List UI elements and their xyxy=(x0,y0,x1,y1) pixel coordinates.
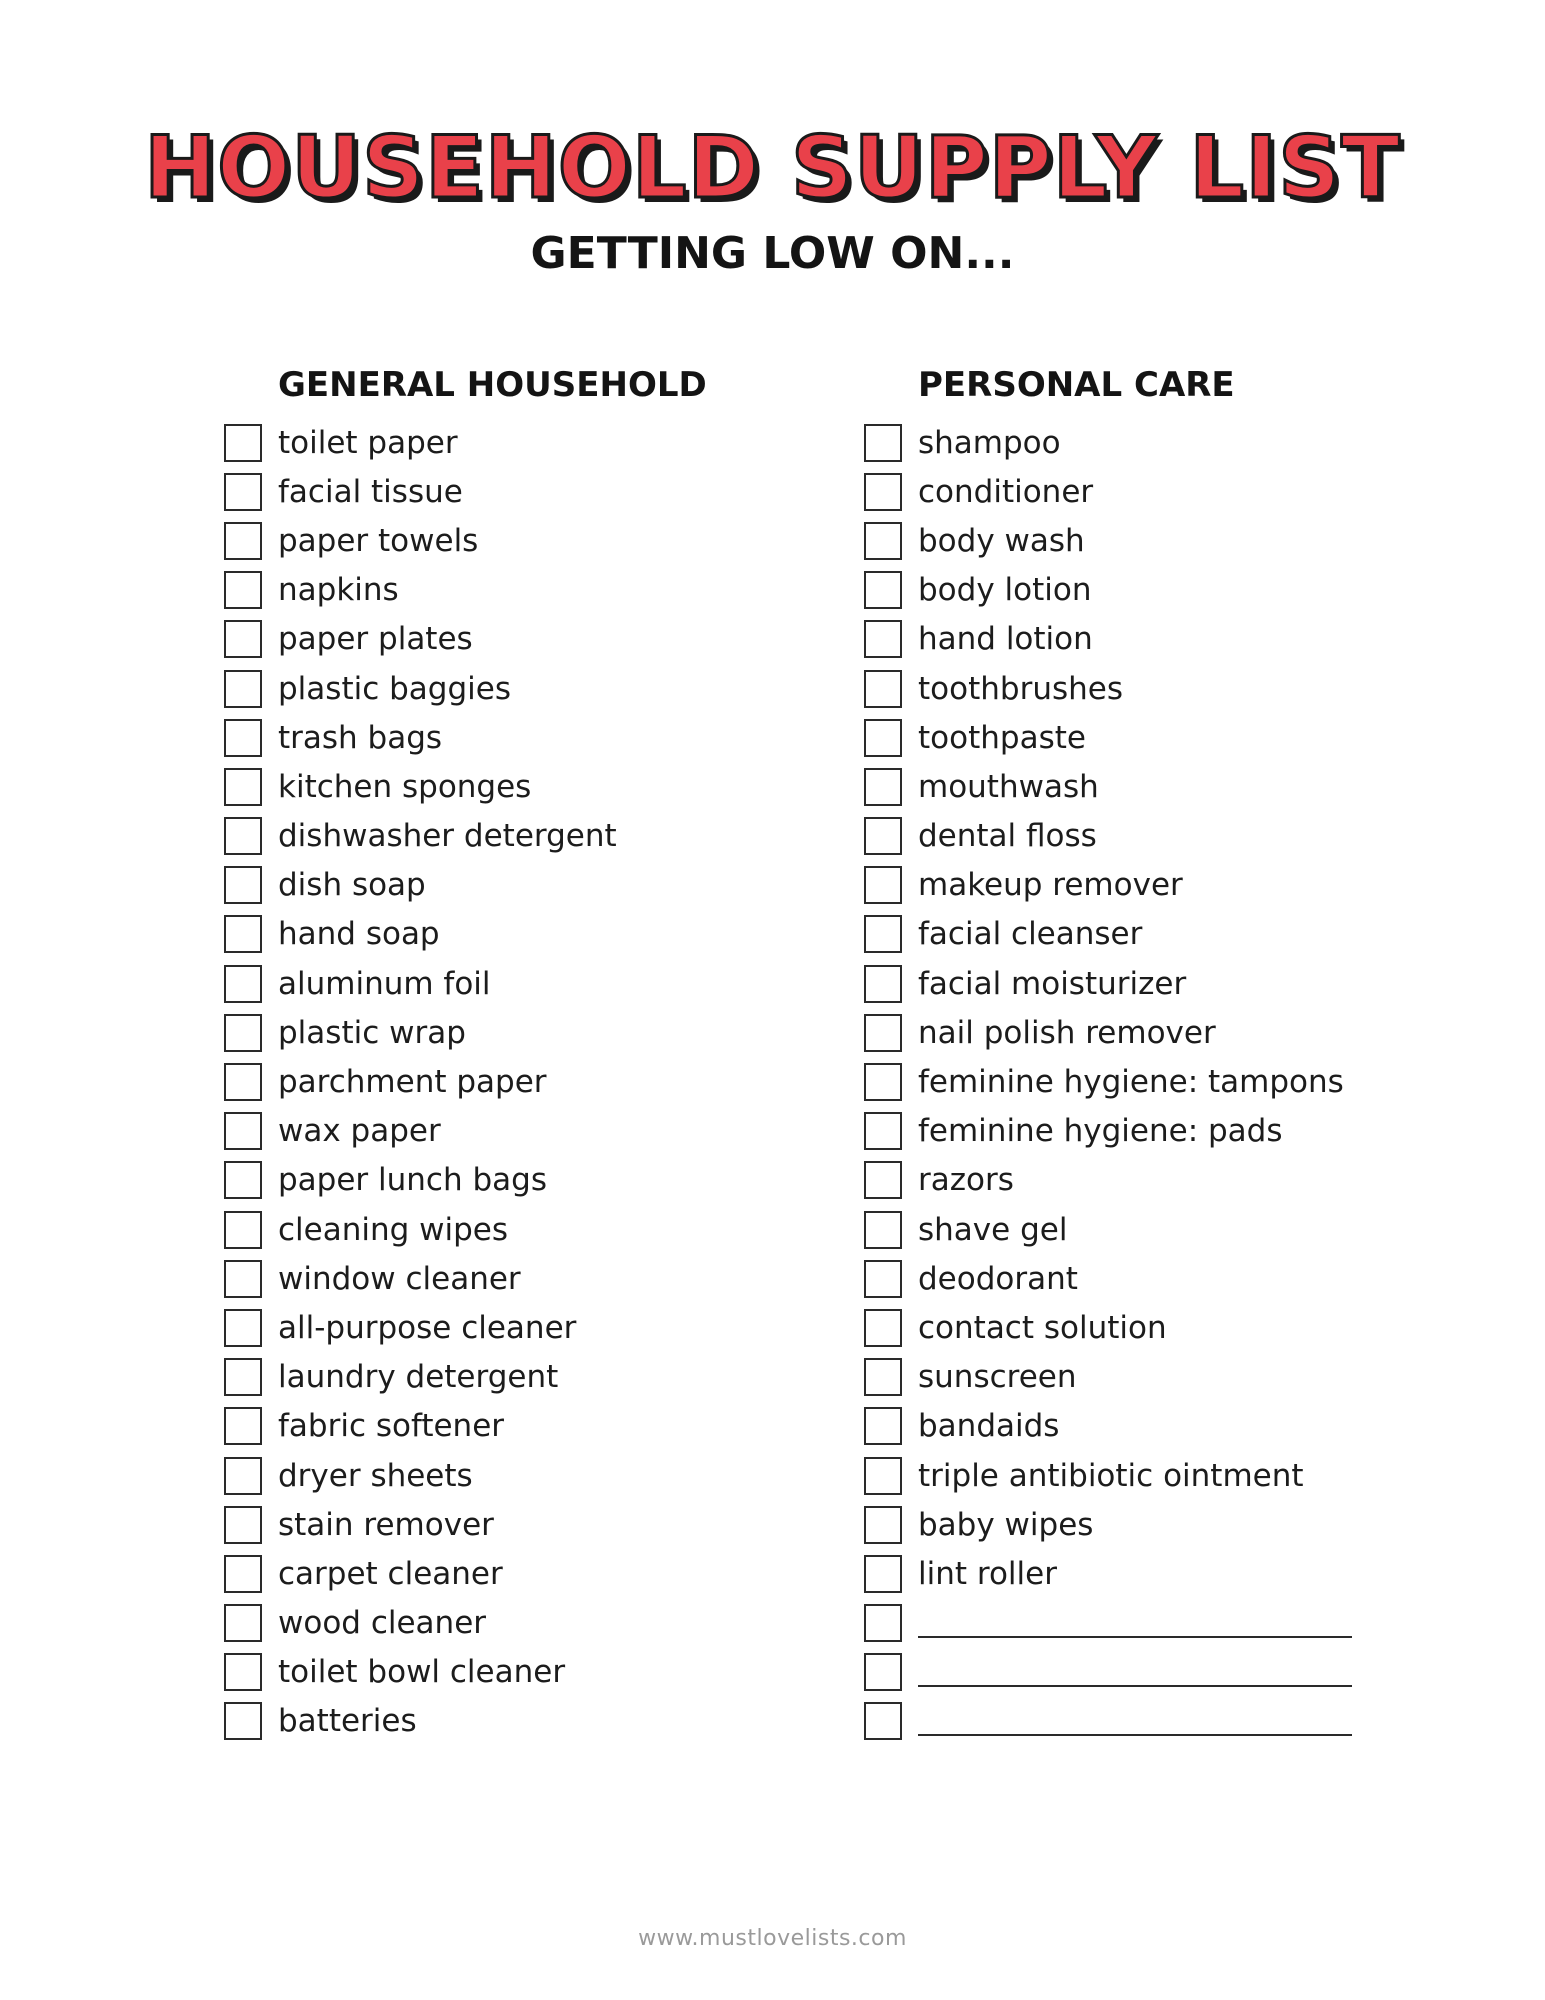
item-label: conditioner xyxy=(918,473,1094,510)
checkbox[interactable] xyxy=(864,1604,902,1642)
item-label: batteries xyxy=(278,1703,417,1740)
checkbox[interactable] xyxy=(224,424,262,462)
list-item xyxy=(224,467,784,516)
checkbox[interactable] xyxy=(224,522,262,560)
page-subtitle: GETTING LOW ON... xyxy=(530,228,1015,279)
checkbox[interactable] xyxy=(224,965,262,1003)
item-label: facial moisturizer xyxy=(918,965,1187,1002)
item-label: contact solution xyxy=(918,1309,1167,1346)
checkbox[interactable] xyxy=(224,1112,262,1150)
item-label: paper lunch bags xyxy=(278,1162,547,1199)
list-item xyxy=(224,418,784,467)
list-item xyxy=(224,1008,784,1057)
checkbox[interactable] xyxy=(864,719,902,757)
list-item xyxy=(224,615,784,664)
item-label: all-purpose cleaner xyxy=(278,1309,577,1346)
list-item xyxy=(224,910,784,959)
checkbox[interactable] xyxy=(864,965,902,1003)
checkbox[interactable] xyxy=(224,473,262,511)
checkbox[interactable] xyxy=(864,670,902,708)
item-label: bandaids xyxy=(918,1408,1060,1445)
item-label: plastic baggies xyxy=(278,670,511,707)
checkbox[interactable] xyxy=(224,670,262,708)
list-item xyxy=(224,1451,784,1500)
list-item xyxy=(224,959,784,1008)
list-item xyxy=(224,1353,784,1402)
item-label: laundry detergent xyxy=(278,1359,559,1396)
item-label: facial tissue xyxy=(278,473,463,510)
list-item xyxy=(224,861,784,910)
list-item xyxy=(224,1599,784,1648)
item-label: shampoo xyxy=(918,424,1061,461)
item-label: feminine hygiene: tampons xyxy=(918,1064,1344,1101)
list-item xyxy=(224,1057,784,1106)
item-label: lint roller xyxy=(918,1555,1057,1592)
item-label: shave gel xyxy=(918,1211,1068,1248)
list-item xyxy=(864,467,1384,516)
general-household-list xyxy=(224,418,784,1746)
item-label: plastic wrap xyxy=(278,1014,466,1051)
item-label: facial cleanser xyxy=(918,916,1143,953)
checkbox[interactable] xyxy=(224,1506,262,1544)
write-in-line[interactable] xyxy=(918,1608,1352,1638)
list-item xyxy=(864,762,1384,811)
list-item xyxy=(864,1008,1384,1057)
checkbox[interactable] xyxy=(224,866,262,904)
checkbox[interactable] xyxy=(224,768,262,806)
checkbox[interactable] xyxy=(864,1506,902,1544)
list-item xyxy=(224,1303,784,1352)
checkbox[interactable] xyxy=(224,1358,262,1396)
checkbox[interactable] xyxy=(864,522,902,560)
list-item xyxy=(864,664,1384,713)
list-item xyxy=(224,1205,784,1254)
checkbox[interactable] xyxy=(864,473,902,511)
checkbox[interactable] xyxy=(864,424,902,462)
checkbox[interactable] xyxy=(224,1161,262,1199)
blank-list-item xyxy=(864,1599,1384,1648)
checkbox[interactable] xyxy=(864,817,902,855)
checkbox[interactable] xyxy=(864,915,902,953)
item-label: dryer sheets xyxy=(278,1457,473,1494)
list-item xyxy=(224,664,784,713)
list-item xyxy=(864,1205,1384,1254)
item-label: toothpaste xyxy=(918,719,1086,756)
list-item xyxy=(864,1254,1384,1303)
list-item xyxy=(224,1648,784,1697)
list-item xyxy=(224,812,784,861)
item-label: wood cleaner xyxy=(278,1605,487,1642)
item-label: body wash xyxy=(918,522,1085,559)
list-item xyxy=(224,1549,784,1598)
checkbox[interactable] xyxy=(864,1014,902,1052)
checkbox[interactable] xyxy=(864,620,902,658)
checkbox[interactable] xyxy=(224,1457,262,1495)
checkbox[interactable] xyxy=(864,1407,902,1445)
checkbox[interactable] xyxy=(224,1211,262,1249)
item-label: carpet cleaner xyxy=(278,1555,503,1592)
list-item xyxy=(864,516,1384,565)
checkbox[interactable] xyxy=(864,1112,902,1150)
list-item xyxy=(224,566,784,615)
checkbox[interactable] xyxy=(224,1260,262,1298)
item-label: napkins xyxy=(278,572,399,609)
checkbox[interactable] xyxy=(224,719,262,757)
item-label: sunscreen xyxy=(918,1359,1077,1396)
checkbox[interactable] xyxy=(224,1555,262,1593)
personal-care-heading: PERSONAL CARE xyxy=(918,365,1235,405)
list-item xyxy=(864,1402,1384,1451)
checkbox[interactable] xyxy=(224,571,262,609)
list-item xyxy=(864,1500,1384,1549)
write-in-line[interactable] xyxy=(918,1657,1352,1687)
item-label: baby wipes xyxy=(918,1506,1094,1543)
list-item xyxy=(224,713,784,762)
list-item xyxy=(864,1156,1384,1205)
list-item xyxy=(864,1303,1384,1352)
general-household-column xyxy=(224,360,784,1746)
checkbox[interactable] xyxy=(864,1555,902,1593)
blank-list-item xyxy=(864,1697,1384,1746)
item-label: kitchen sponges xyxy=(278,768,532,805)
item-label: parchment paper xyxy=(278,1064,547,1101)
checkbox[interactable] xyxy=(224,915,262,953)
list-item xyxy=(224,1254,784,1303)
item-label: makeup remover xyxy=(918,867,1183,904)
item-label: paper towels xyxy=(278,522,479,559)
list-item xyxy=(864,1451,1384,1500)
checkbox[interactable] xyxy=(864,1358,902,1396)
list-item xyxy=(864,615,1384,664)
list-item xyxy=(864,713,1384,762)
item-label: aluminum foil xyxy=(278,965,491,1002)
item-label: dental floss xyxy=(918,818,1097,855)
list-item xyxy=(864,418,1384,467)
checkbox[interactable] xyxy=(224,1702,262,1740)
list-item xyxy=(864,1057,1384,1106)
item-label: dishwasher detergent xyxy=(278,818,617,855)
checkbox[interactable] xyxy=(864,571,902,609)
item-label: trash bags xyxy=(278,719,443,756)
item-label: feminine hygiene: pads xyxy=(918,1113,1283,1150)
list-item xyxy=(224,1697,784,1746)
item-label: hand soap xyxy=(278,916,440,953)
item-label: fabric softener xyxy=(278,1408,505,1445)
item-label: dish soap xyxy=(278,867,426,904)
checkbox[interactable] xyxy=(224,817,262,855)
checkbox[interactable] xyxy=(864,866,902,904)
blank-list-item xyxy=(864,1648,1384,1697)
list-item xyxy=(864,566,1384,615)
checkbox[interactable] xyxy=(864,1309,902,1347)
checkbox[interactable] xyxy=(864,1161,902,1199)
checkbox[interactable] xyxy=(864,1211,902,1249)
list-item xyxy=(224,1107,784,1156)
checkbox[interactable] xyxy=(864,1063,902,1101)
list-item xyxy=(224,1500,784,1549)
write-in-line[interactable] xyxy=(918,1706,1352,1736)
list-item xyxy=(224,1156,784,1205)
item-label: stain remover xyxy=(278,1506,494,1543)
item-label: mouthwash xyxy=(918,768,1099,805)
list-item xyxy=(864,1549,1384,1598)
list-item xyxy=(864,861,1384,910)
list-item xyxy=(864,1107,1384,1156)
checkbox[interactable] xyxy=(224,1653,262,1691)
checkbox[interactable] xyxy=(224,1604,262,1642)
list-item xyxy=(864,910,1384,959)
checkbox[interactable] xyxy=(224,1309,262,1347)
checkbox[interactable] xyxy=(224,1063,262,1101)
item-label: cleaning wipes xyxy=(278,1211,509,1248)
checkbox[interactable] xyxy=(864,1260,902,1298)
list-item xyxy=(864,959,1384,1008)
personal-care-column xyxy=(864,360,1384,1746)
item-label: razors xyxy=(918,1162,1014,1199)
checkbox[interactable] xyxy=(864,1702,902,1740)
list-item xyxy=(864,1353,1384,1402)
list-item xyxy=(224,762,784,811)
checkbox[interactable] xyxy=(864,768,902,806)
item-label: toothbrushes xyxy=(918,670,1123,707)
general-household-heading: GENERAL HOUSEHOLD xyxy=(278,365,707,405)
item-label: nail polish remover xyxy=(918,1014,1216,1051)
checkbox[interactable] xyxy=(224,1014,262,1052)
personal-care-list xyxy=(864,418,1384,1746)
item-label: deodorant xyxy=(918,1260,1078,1297)
list-item xyxy=(224,1402,784,1451)
checkbox[interactable] xyxy=(864,1457,902,1495)
page-title: HOUSEHOLD SUPPLY LIST xyxy=(144,118,1401,218)
list-item xyxy=(864,812,1384,861)
checkbox[interactable] xyxy=(864,1653,902,1691)
item-label: toilet paper xyxy=(278,424,458,461)
item-label: triple antibiotic ointment xyxy=(918,1457,1304,1494)
checkbox[interactable] xyxy=(224,620,262,658)
item-label: hand lotion xyxy=(918,621,1093,658)
checkbox[interactable] xyxy=(224,1407,262,1445)
item-label: paper plates xyxy=(278,621,473,658)
item-label: toilet bowl cleaner xyxy=(278,1654,566,1691)
footer-url: www.mustlovelists.com xyxy=(638,1926,907,1951)
item-label: window cleaner xyxy=(278,1260,521,1297)
item-label: body lotion xyxy=(918,572,1092,609)
item-label: wax paper xyxy=(278,1113,441,1150)
list-item xyxy=(224,516,784,565)
